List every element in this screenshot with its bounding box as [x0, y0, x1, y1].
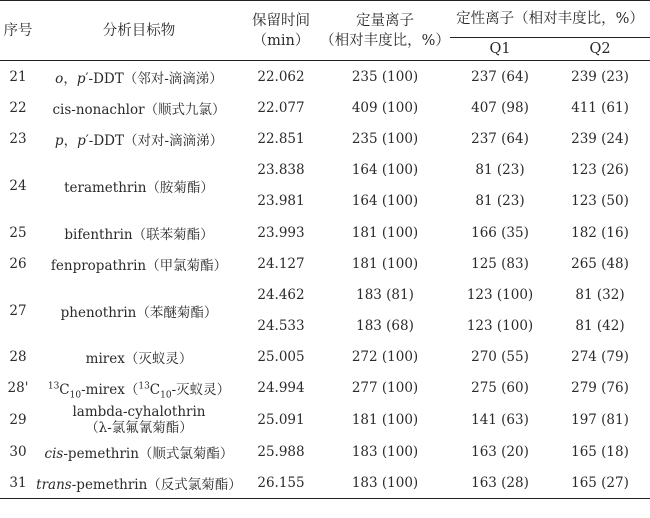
q2-ion: 81 (32)	[575, 286, 625, 303]
row-index: 28	[9, 349, 27, 366]
table-row	[0, 436, 650, 467]
table-row	[0, 123, 650, 154]
retention-time: 22.851	[257, 130, 305, 147]
table-row	[0, 248, 650, 279]
q2-ion: 81 (42)	[575, 318, 625, 335]
retention-time: 26.155	[242, 467, 320, 499]
q1-ion: 123 (100)	[466, 318, 534, 335]
retention-time: 24.994	[257, 380, 305, 397]
header-q1: Q1	[450, 38, 550, 61]
q2-ion: 123 (26)	[571, 162, 629, 179]
q1-ion: 141 (63)	[471, 412, 529, 429]
q2-ion: 279 (76)	[571, 380, 629, 397]
row-index: 26	[9, 255, 27, 272]
q1-ion: 237 (64)	[471, 68, 529, 85]
header-q2: Q2	[550, 38, 650, 61]
quant-ion: 181 (100)	[351, 224, 419, 241]
retention-time: 25.091	[257, 412, 305, 429]
row-index: 28'	[7, 380, 29, 397]
row-index: 22	[9, 99, 27, 116]
quant-ion: 183 (100)	[320, 467, 450, 499]
q2-ion: 165 (18)	[571, 443, 629, 460]
quant-ion: 235 (100)	[351, 130, 419, 147]
header-index: 序号	[0, 1, 36, 61]
retention-time: 24.462	[257, 286, 305, 303]
row-index: 24	[9, 177, 27, 194]
analyte-name: o，p′-DDT（邻对-滴滴涕）	[55, 70, 223, 87]
analyte-name: teramethrin（胺菊酯）	[64, 179, 214, 196]
retention-time: 23.993	[257, 224, 305, 241]
analyte-name-line1: lambda-cyhalothrin	[72, 404, 206, 421]
retention-time: 22.062	[257, 68, 305, 85]
q2-ion: 123 (50)	[571, 193, 629, 210]
q2-ion: 274 (79)	[571, 349, 629, 366]
q2-ion: 165 (27)	[550, 467, 650, 499]
header-rt-label: 保留时间	[252, 12, 310, 29]
analyte-name: phenothrin（苯醚菊酯）	[60, 304, 218, 321]
table-row	[0, 373, 650, 404]
row-index: 23	[9, 130, 27, 147]
q1-ion: 123 (100)	[466, 286, 534, 303]
quant-ion: 183 (81)	[356, 286, 414, 303]
header-rt-unit: （min）	[252, 32, 310, 49]
q1-ion: 125 (83)	[471, 255, 529, 272]
table-row	[0, 404, 650, 436]
header-retention-time	[242, 1, 320, 61]
analyte-name	[36, 436, 242, 467]
q1-ion: 163 (28)	[450, 467, 550, 499]
analyte-name-tail: -pemethrin（反式氯菊酯）	[71, 476, 242, 493]
quant-ion: 235 (100)	[351, 68, 419, 85]
analyte-name	[36, 404, 242, 436]
analyte-name	[36, 467, 242, 499]
header-quant-ion	[320, 1, 450, 61]
q1-ion: 237 (64)	[471, 130, 529, 147]
quant-ion: 164 (100)	[351, 162, 419, 179]
retention-time: 23.838	[257, 162, 305, 179]
q1-ion: 270 (55)	[471, 349, 529, 366]
retention-time: 24.127	[257, 255, 305, 272]
q1-ion: 275 (60)	[471, 380, 529, 397]
row-index: 27	[9, 302, 27, 319]
q2-ion: 239 (23)	[571, 68, 629, 85]
q1-ion: 407 (98)	[471, 99, 529, 116]
analyte-name: p，p′-DDT（对对-滴滴涕）	[54, 132, 224, 149]
header-analyte: 分析目标物	[36, 1, 242, 61]
header-qual-ion: 定性离子（相对丰度比，%）	[450, 1, 650, 38]
row-index: 25	[9, 224, 27, 241]
q2-ion: 265 (48)	[571, 255, 629, 272]
quant-ion: 181 (100)	[351, 255, 419, 272]
analyte-prefix: cis	[44, 445, 64, 462]
q1-ion: 163 (20)	[471, 443, 529, 460]
analyte-prefix: trans	[36, 476, 72, 493]
quant-ion: 409 (100)	[351, 99, 419, 116]
q1-ion: 166 (35)	[471, 224, 529, 241]
table-row	[0, 92, 650, 123]
analyte-name: $^{13}C_{10}-mirex(^{13}C_{10}-$灭蚁灵）	[47, 381, 231, 402]
header-quant-label: 定量离子	[356, 12, 414, 29]
table-row	[0, 279, 650, 310]
retention-time: 23.981	[257, 193, 305, 210]
row-index: 30	[9, 443, 27, 460]
analyte-name: bifenthrin（联苯菊酯）	[64, 226, 214, 243]
retention-time: 24.533	[257, 318, 305, 335]
q2-ion: 197 (81)	[571, 412, 629, 429]
quant-ion: 164 (100)	[351, 193, 419, 210]
table-row	[0, 467, 650, 499]
analyte-name: mirex（灭蚁灵）	[85, 351, 193, 368]
quant-ion: 183 (68)	[356, 318, 414, 335]
row-index: 21	[9, 68, 27, 85]
analyte-name: fenpropathrin（甲氯菊酯）	[50, 257, 228, 274]
q2-ion: 239 (24)	[571, 130, 629, 147]
q2-ion: 411 (61)	[571, 99, 629, 116]
table-row	[0, 155, 650, 186]
table-row	[0, 61, 650, 93]
table-row	[0, 217, 650, 248]
retention-time: 25.988	[257, 443, 305, 460]
q2-ion: 182 (16)	[571, 224, 629, 241]
analyte-name-tail: -pemethrin（顺式氯菊酯）	[63, 445, 234, 462]
retention-time: 25.005	[257, 349, 305, 366]
analyte-name-line2: （λ-氯氟氰菊酯）	[85, 420, 193, 437]
quant-ion: 183 (100)	[351, 443, 419, 460]
q1-ion: 81 (23)	[475, 193, 525, 210]
row-index: 29	[9, 412, 27, 429]
retention-time: 22.077	[257, 99, 305, 116]
quant-ion: 277 (100)	[351, 380, 419, 397]
row-index: 31	[0, 467, 36, 499]
quant-ion: 181 (100)	[351, 412, 419, 429]
q1-ion: 81 (23)	[475, 162, 525, 179]
quant-ion: 272 (100)	[351, 349, 419, 366]
header-quant-sub: （相对丰度比，%）	[320, 32, 450, 49]
table-row	[0, 342, 650, 373]
analyte-name: cis-nonachlor（顺式九氯）	[52, 101, 226, 118]
